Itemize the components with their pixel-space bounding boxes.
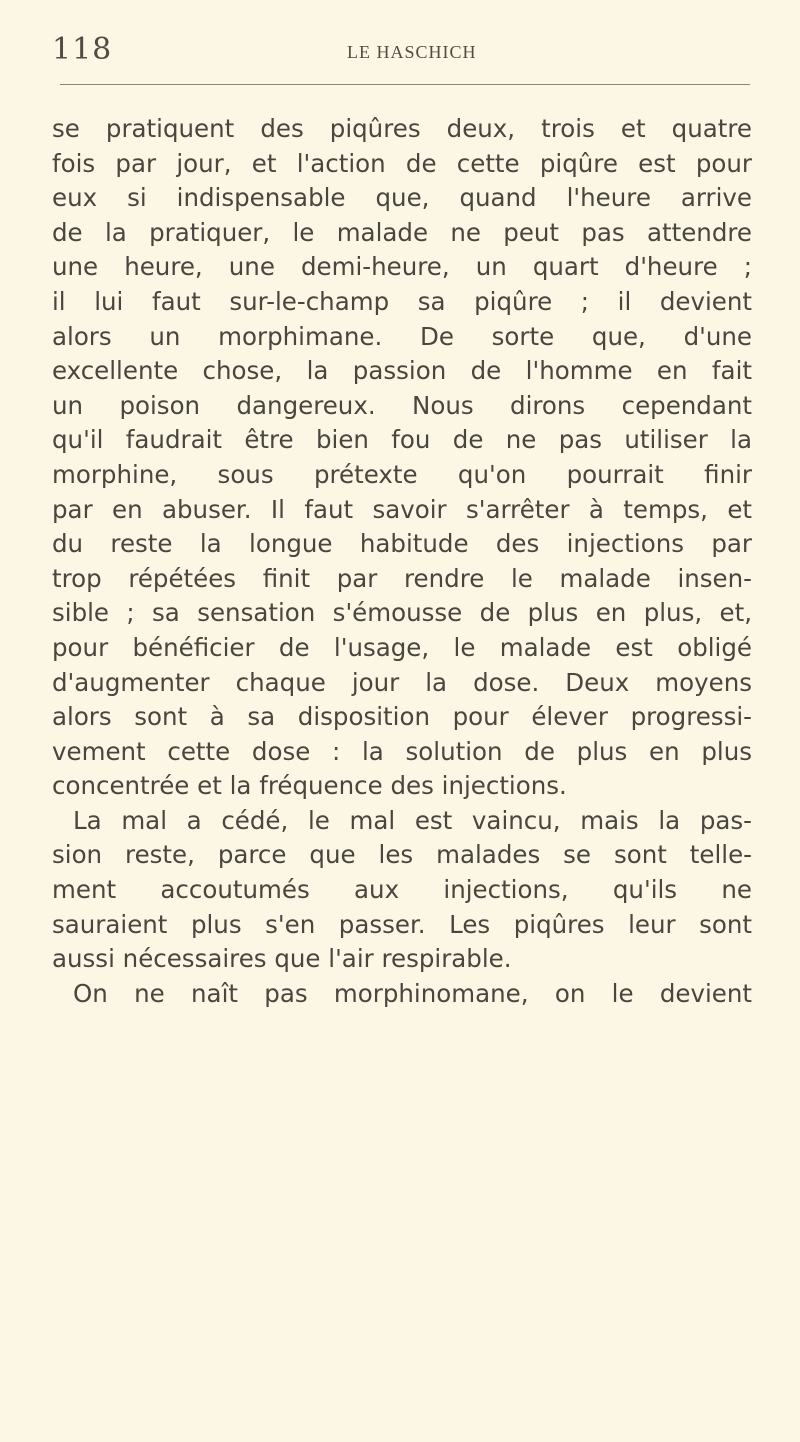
text-line: de la pratiquer, le malade ne peut pas attendre: [52, 217, 752, 247]
text-line: il lui faut sur-le-champ sa piqûre ; il devient: [52, 286, 752, 316]
text-line: On ne naît pas morphinomane, on le devient: [73, 978, 752, 1008]
text-line: une heure, une demi-heure, un quart d'heure ;: [52, 252, 752, 282]
text-line: sion reste, parce que les malades se sont telle-: [52, 840, 752, 870]
text-line: un poison dangereux. Nous dirons cependant: [52, 390, 752, 420]
header-rule: [60, 84, 750, 85]
text-line: sauraient plus s'en passer. Les piqûres leur sont: [52, 909, 752, 939]
text-line: d'augmenter chaque jour la dose. Deux moyens: [52, 667, 752, 697]
text-line: par en abuser. Il faut savoir s'arrêter à temps, et: [52, 494, 752, 524]
text-line: qu'il faudrait être bien fou de ne pas utiliser la: [52, 425, 752, 455]
text-line: trop répétées finit par rendre le malade insen-: [52, 563, 752, 593]
text-line: se pratiquent des piqûres deux, trois et quatre: [52, 114, 752, 143]
text-line: alors un morphimane. De sorte que, d'une: [52, 321, 752, 351]
text-line: du reste la longue habitude des injections par: [52, 529, 752, 559]
body-text: [52, 112, 752, 1011]
text-line: excellente chose, la passion de l'homme en fait: [52, 356, 752, 386]
text-line: eux si indispensable que, quand l'heure arrive: [52, 183, 752, 213]
text-line: sible ; sa sensation s'émousse de plus en plus, et,: [52, 598, 752, 628]
text-line: ment accoutumés aux injections, qu'ils ne: [52, 875, 752, 905]
text-line: vement cette dose : la solution de plus en plus: [52, 736, 752, 766]
running-title: LE HASCHICH: [347, 42, 477, 62]
text-line: aussi nécessaires que l'air respirable.: [52, 944, 512, 974]
text-line: concentrée et la fréquence des injections.: [52, 771, 567, 801]
text-line: alors sont à sa disposition pour élever progressi-: [52, 702, 752, 732]
text-line: La mal a cédé, le mal est vaincu, mais la pas-: [73, 805, 752, 835]
running-head: [52, 30, 752, 70]
text-line: pour bénéficier de l'usage, le malade est obligé: [52, 632, 752, 662]
text-line: fois par jour, et l'action de cette piqûre est pour: [52, 148, 752, 178]
text-line: morphine, sous prétexte qu'on pourrait finir: [52, 459, 752, 489]
page-number: 118: [52, 32, 113, 67]
